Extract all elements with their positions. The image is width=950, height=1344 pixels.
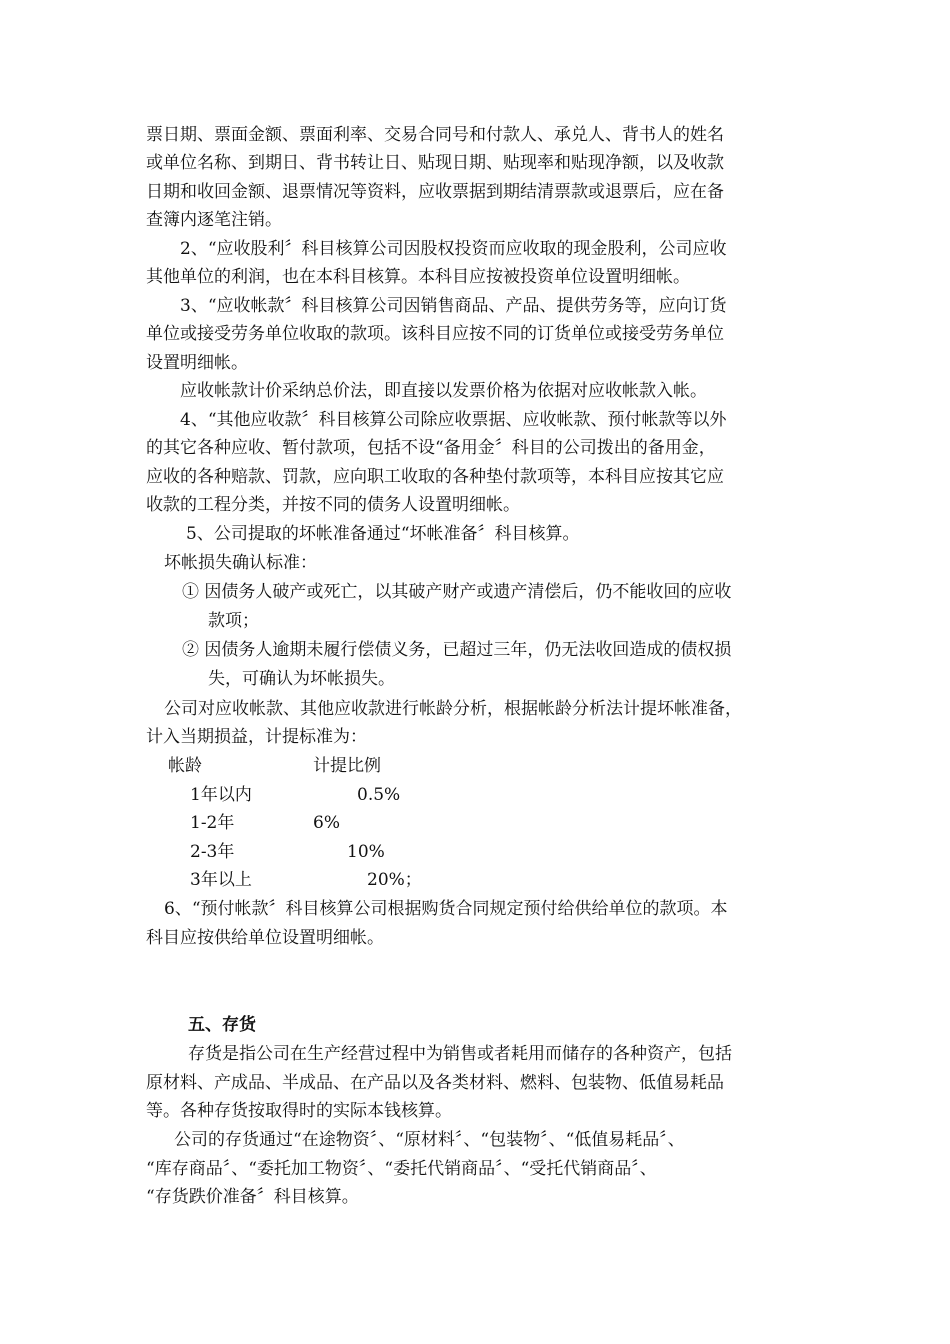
body-line: 公司对应收帐款、其他应收款进行帐龄分析，根据帐龄分析法计提坏帐准备，	[164, 699, 742, 719]
body-line: 6、“预付帐款〞科目核算公司根据购货合同规定预付给供给单位的款项。本	[164, 899, 728, 919]
body-line: 科目应按供给单位设置明细帐。	[146, 928, 384, 948]
body-line: 应收帐款计价采纳总价法，即直接以发票价格为依据对应收帐款入帐。	[180, 381, 707, 401]
body-line: 单位或接受劳务单位收取的款项。该科目应按不同的订货单位或接受劳务单位	[146, 324, 724, 344]
body-line: 日期和收回金额、退票情况等资料，应收票据到期结清票款或退票后，应在备	[146, 182, 724, 202]
aging-ratio-cell: 10%	[347, 842, 385, 862]
body-line: 计入当期损益，计提标准为：	[146, 727, 367, 747]
list-item-cont: 款项；	[208, 611, 259, 631]
list-item: ① 因债务人破产或死亡，以其破产财产或遗产清偿后，仍不能收回的应收	[182, 582, 732, 602]
body-line: 存货是指公司在生产经营过程中为销售或者耗用而储存的各种资产，包括	[188, 1044, 732, 1064]
body-line: 2、“应收股利〞科目核算公司因股权投资而应收取的现金股利，公司应收	[180, 239, 727, 259]
body-line: 原材料、产成品、半成品、在产品以及各类材料、燃料、包装物、低值易耗品	[146, 1073, 724, 1093]
aging-age-cell: 2-3年	[190, 842, 235, 862]
body-line: 票日期、票面金额、票面利率、交易合同号和付款人、承兑人、背书人的姓名	[146, 125, 724, 145]
body-line: 查簿内逐笔注销。	[146, 210, 282, 230]
section-heading: 五、存货	[188, 1015, 256, 1035]
aging-age-cell: 3年以上	[190, 870, 252, 890]
aging-ratio-cell: 0.5%	[357, 785, 401, 805]
body-line: 应收的各种赔款、罚款，应向职工收取的各种垫付款项等，本科目应按其它应	[146, 467, 724, 487]
aging-age-cell: 1年以内	[190, 785, 252, 805]
list-item-cont: 失，可确认为坏帐损失。	[208, 669, 395, 689]
aging-header-ratio: 计提比例	[313, 756, 381, 776]
body-line: 或单位名称、到期日、背书转让日、贴现日期、贴现率和贴现净额，以及收款	[146, 153, 724, 173]
aging-age-cell: 1-2年	[190, 813, 235, 833]
body-line: 等。各种存货按取得时的实际本钱核算。	[146, 1101, 452, 1121]
body-line: 其他单位的利润，也在本科目核算。本科目应按被投资单位设置明细帐。	[146, 267, 690, 287]
aging-ratio-cell: 6%	[313, 813, 340, 833]
body-line: 4、“其他应收款〞科目核算公司除应收票据、应收帐款、预付帐款等以外	[180, 410, 727, 430]
body-line: 公司的存货通过“在途物资〞、“原材料〞、“包装物〞、“低值易耗品〞、	[174, 1130, 685, 1150]
list-item: ② 因债务人逾期未履行偿债义务，已超过三年，仍无法收回造成的债权损	[182, 640, 732, 660]
aging-header-age: 帐龄	[168, 756, 202, 776]
body-line: 5、公司提取的坏帐准备通过“坏帐准备〞科目核算。	[186, 524, 580, 544]
body-line: “库存商品〞、“委托加工物资〞、“委托代销商品〞、“受托代销商品〞、	[146, 1159, 657, 1179]
body-line: 收款的工程分类，并按不同的债务人设置明细帐。	[146, 495, 520, 515]
body-line: “存货跌价准备〞科目核算。	[146, 1187, 359, 1207]
body-line: 坏帐损失确认标准：	[164, 553, 317, 573]
body-line: 设置明细帐。	[146, 353, 248, 373]
aging-ratio-cell: 20%；	[367, 870, 422, 890]
body-line: 的其它各种应收、暂付款项，包括不设“备用金〞科目的公司拨出的备用金，	[146, 438, 716, 458]
body-line: 3、“应收帐款〞科目核算公司因销售商品、产品、提供劳务等，应向订货	[180, 296, 727, 316]
